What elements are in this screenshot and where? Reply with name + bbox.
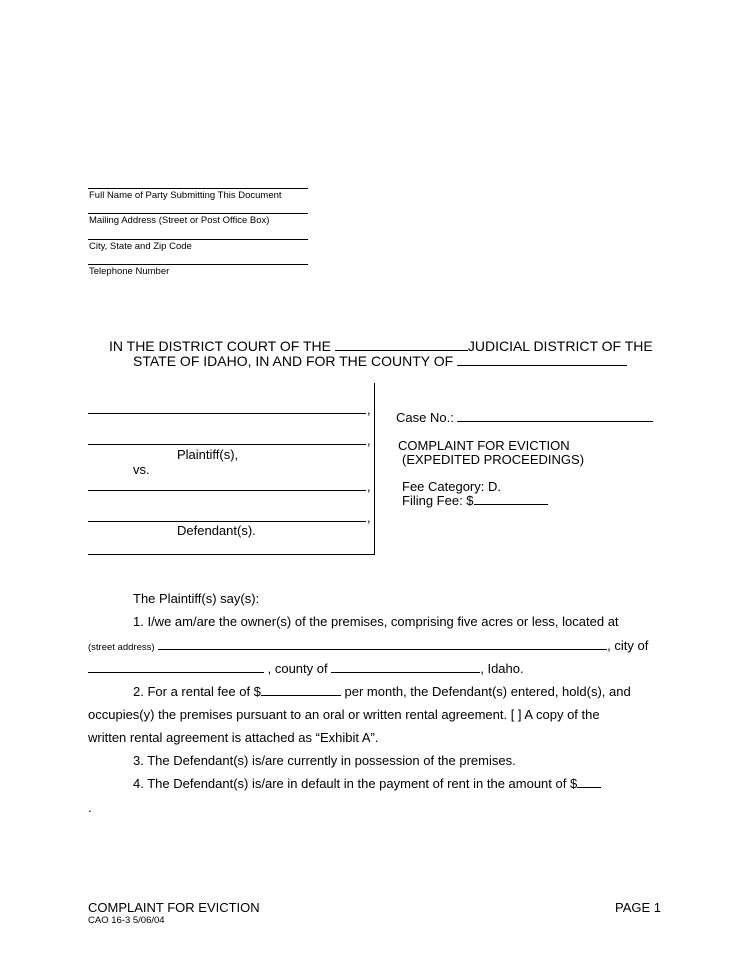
paragraph-1: 1. I/we am/are the owner(s) of the premises, comprising five acres or less, located at <box>133 614 619 629</box>
name-line[interactable] <box>88 188 308 189</box>
caption-bottom-rule <box>88 554 375 555</box>
page-number: PAGE 1 <box>615 900 662 915</box>
paragraph-3: 3. The Defendant(s) is/are currently in possession of the premises. <box>133 753 516 768</box>
trailing-dot: . <box>88 800 92 815</box>
district-blank[interactable] <box>335 339 468 351</box>
filing-fee-blank[interactable] <box>474 493 548 505</box>
street-address-label: (street address) <box>88 642 155 653</box>
case-no-blank[interactable] <box>457 410 653 422</box>
paragraph-2-line2: occupies(y) the premises pursuant to an oral or written rental agreement. [ ] A copy of the <box>88 707 600 722</box>
rental-fee-text: 2. For a rental fee of $ <box>133 684 261 699</box>
filing-fee <box>402 493 548 508</box>
doc-title-line1: COMPLAINT FOR EVICTION <box>398 438 570 453</box>
paragraph-4-text: 4. The Defendant(s) is/are in default in the payment of rent in the amount of $ <box>133 776 578 791</box>
phone-label: Telephone Number <box>89 266 170 277</box>
county-heading-blank[interactable] <box>457 354 627 366</box>
footer-code: CAO 16-3 5/06/04 <box>88 915 165 926</box>
case-no-label: Case No.: <box>396 410 454 425</box>
paragraph-2-line1 <box>133 684 631 699</box>
footer-title: COMPLAINT FOR EVICTION <box>88 900 260 915</box>
city-of-text: , city of <box>607 638 649 653</box>
plaintiff-line-2[interactable] <box>88 444 366 445</box>
court-heading-line1 <box>109 338 653 354</box>
paragraph-4 <box>133 776 601 791</box>
street-address-blank[interactable] <box>158 638 607 650</box>
caption-vertical-divider <box>374 383 375 555</box>
court-line1-a: IN THE DISTRICT COURT OF THE <box>109 338 331 354</box>
city-line[interactable] <box>88 239 308 240</box>
idaho-text: , Idaho. <box>480 661 524 676</box>
defendant-line-1[interactable] <box>88 490 366 491</box>
defendants-label: Defendant(s). <box>177 523 256 538</box>
plaintiffs-label: Plaintiff(s), <box>177 447 239 462</box>
comma-1: , <box>367 402 371 417</box>
county-row <box>88 661 524 676</box>
comma-2: , <box>367 433 371 448</box>
filing-fee-label: Filing Fee: $ <box>402 493 474 508</box>
name-label: Full Name of Party Submitting This Document <box>89 190 282 201</box>
phone-line[interactable] <box>88 264 308 265</box>
vs-label: vs. <box>133 462 150 477</box>
doc-title-line2: (EXPEDITED PROCEEDINGS) <box>402 452 585 467</box>
city-label: City, State and Zip Code <box>89 241 192 252</box>
intro-text: The Plaintiff(s) say(s): <box>133 591 260 606</box>
court-heading-line2 <box>133 353 627 369</box>
street-address-row <box>88 638 648 653</box>
county-of-text: , county of <box>267 661 328 676</box>
court-line2: STATE OF IDAHO, IN AND FOR THE COUNTY OF <box>133 353 454 369</box>
city-blank[interactable] <box>88 661 264 673</box>
plaintiff-line-1[interactable] <box>88 413 366 414</box>
court-line1-b: JUDICIAL DISTRICT OF THE <box>467 338 653 354</box>
comma-4: , <box>367 510 371 525</box>
defendant-line-2[interactable] <box>88 521 366 522</box>
address-label: Mailing Address (Street or Post Office Box) <box>89 215 270 226</box>
case-no <box>396 410 653 425</box>
county-blank[interactable] <box>331 661 480 673</box>
per-month-text: per month, the Defendant(s) entered, hold(s), and <box>344 684 631 699</box>
rent-amount-blank[interactable] <box>577 776 601 788</box>
paragraph-2-line3: written rental agreement is attached as “Exhibit A”. <box>88 730 379 745</box>
rental-fee-blank[interactable] <box>261 684 341 696</box>
address-line[interactable] <box>88 213 308 214</box>
comma-3: , <box>367 479 371 494</box>
fee-category: Fee Category: D. <box>402 479 501 494</box>
